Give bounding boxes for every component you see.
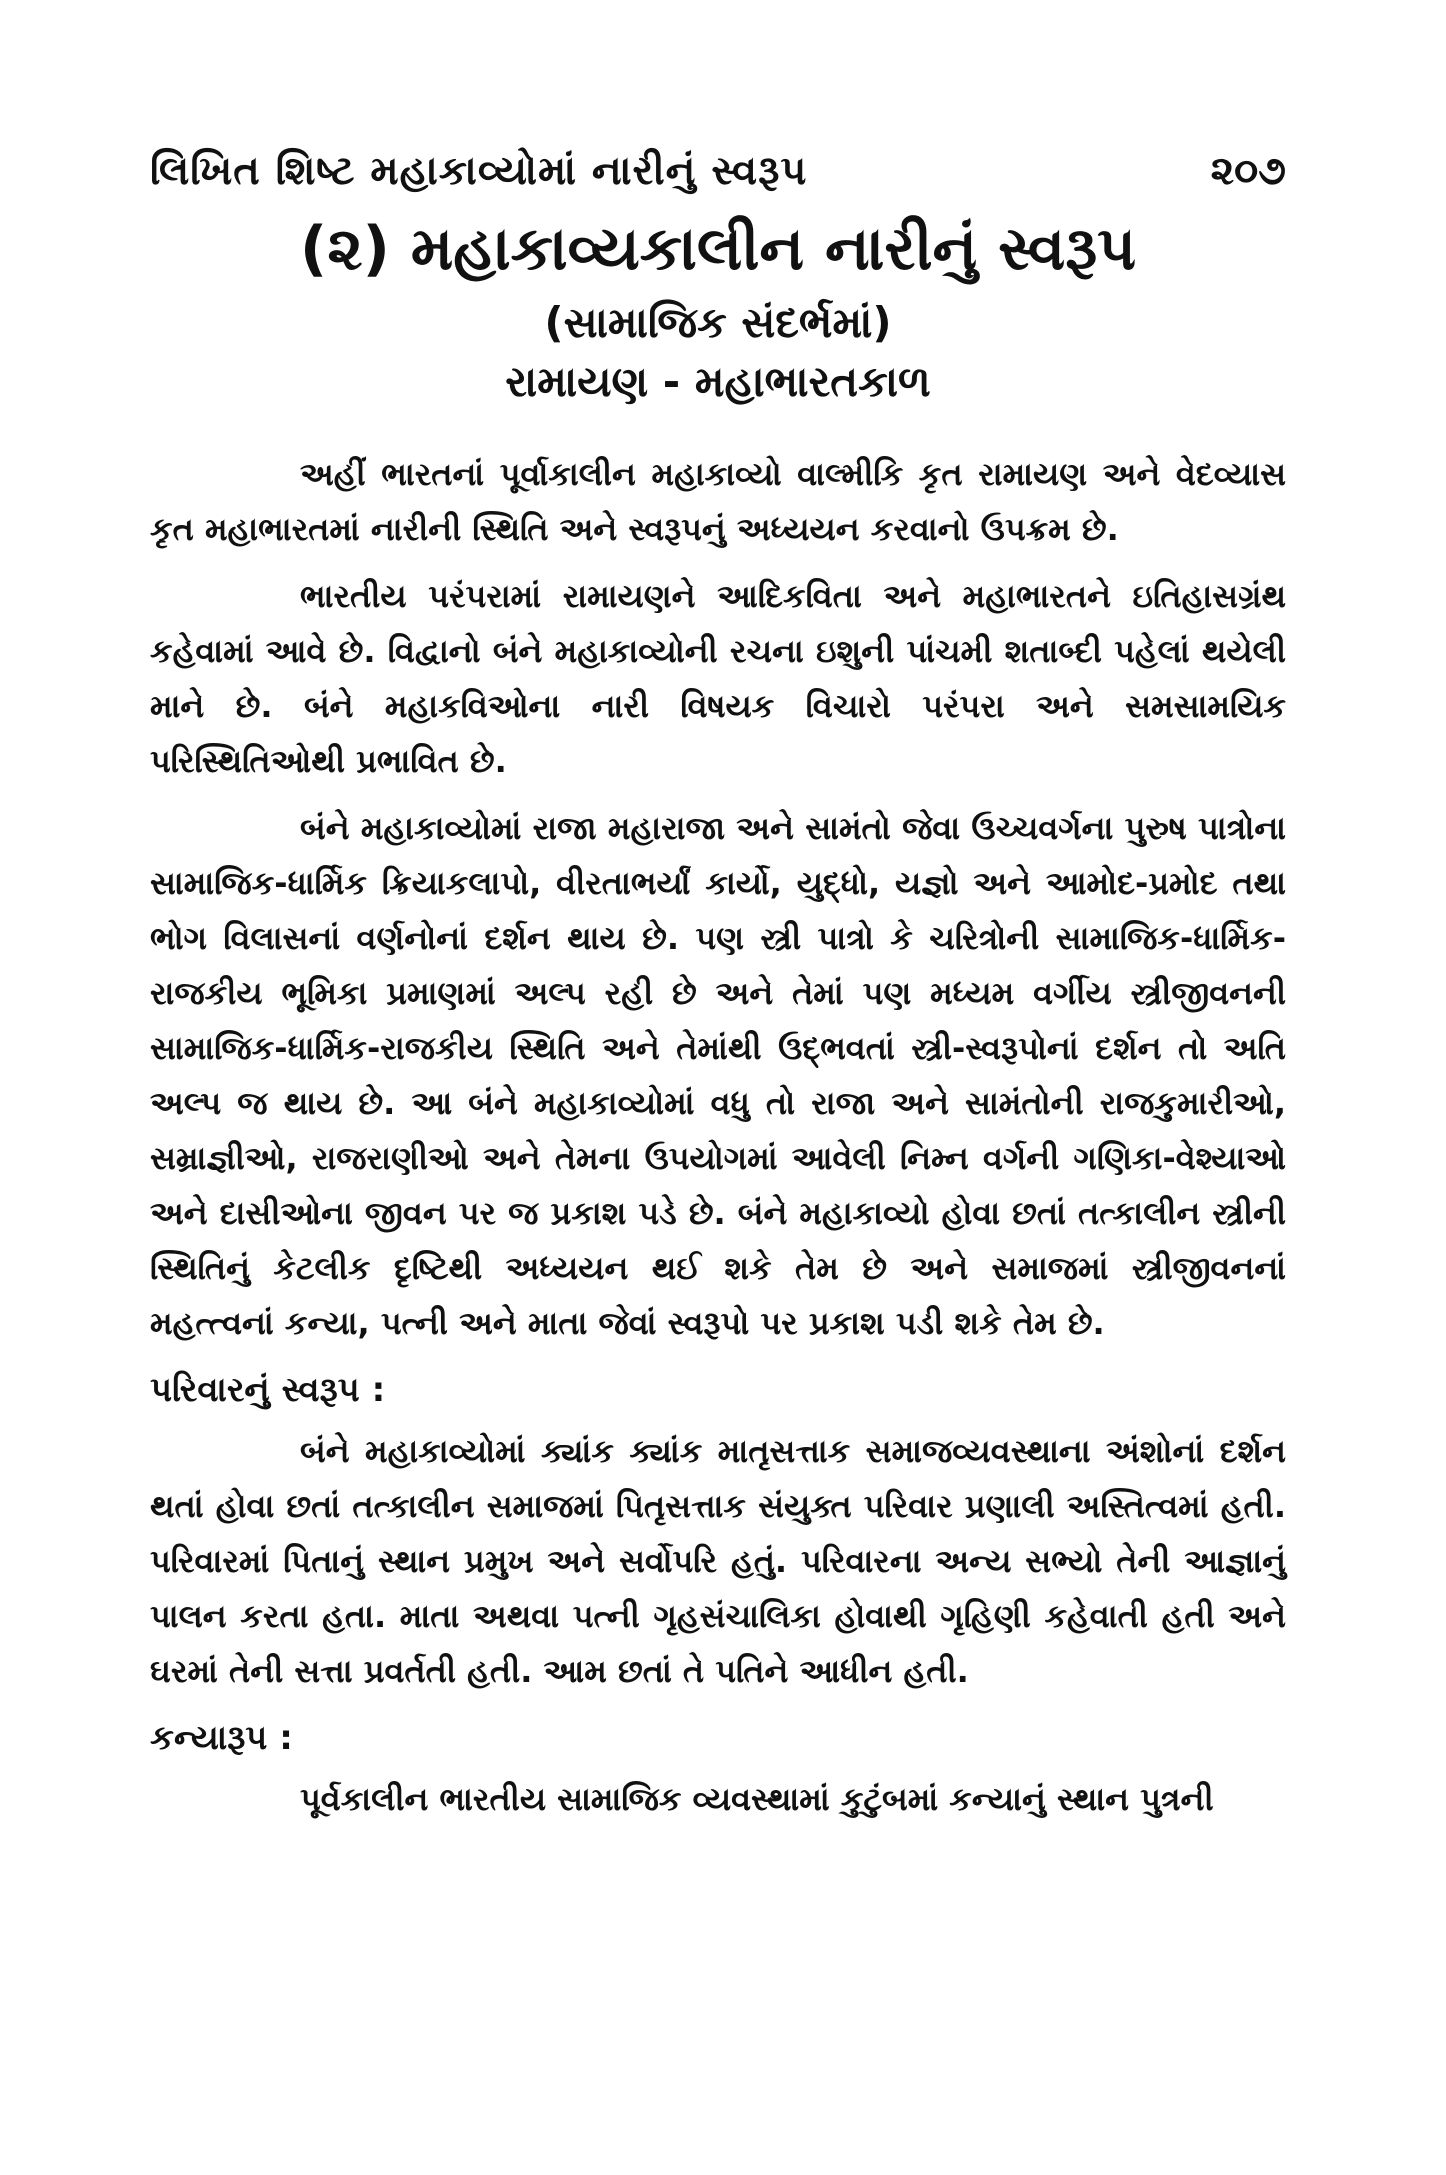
intro-paragraph-1: અહીં ભારતનાં પૂર્વાકાલીન મહાકાવ્યો વાલ્મીકિ કૃત રામાયણ અને વેદવ્યાસ કૃત મહાભારતમાં નારીની સ્થિતિ અને સ્વરૂપનું અધ્યયન કરવાનો ઉપક્રમ છે. — [150, 455, 1286, 549]
chapter-period: રામાયણ - મહાભારતકાળ — [505, 356, 931, 406]
running-header-title: લિખિત શિષ્ટ મહાકાવ્યોમાં નારીનું સ્વરૂપ — [150, 148, 808, 194]
running-header — [150, 148, 1286, 194]
intro-paragraph-2: ભારતીય પરંપરામાં રામાયણને આદિકવિતા અને મહાભારતને ઇતિહાસગ્રંથ કહેવામાં આવે છે. વિદ્વાનો બંને મહાકાવ્યોની રચના ઇશુની પાંચમી શતાબ્દી પહેલાં થયેલી માને છે. બંને મહાકવિઓના નારી વિષયક વિચારો પરંપરા અને સમસામયિક પરિસ્થિતિઓથી પ્રભાવિત છે. — [150, 577, 1286, 781]
page-number: ૨૦૭ — [1210, 148, 1286, 194]
section-heading-family: પરિવારનું સ્વરૂપ : — [150, 1370, 386, 1411]
intro-paragraph-3: બંને મહાકાવ્યોમાં રાજા મહારાજા અને સામંતો જેવા ઉચ્ચવર્ગના પુરુષ પાત્રોના સામાજિક-ધાર્મિક ક્રિયાકલાપો, વીરતાભર્યાં કાર્યો, યુદ્ધો, યજ્ઞો અને આમોદ-પ્રમોદ તથા ભોગ વિલાસનાં વર્ણનોનાં દર્શન થાય છે. પણ સ્ત્રી પાત્રો કે ચરિત્રોની સામાજિક-ધાર્મિક-રાજકીય ભૂમિકા પ્રમાણમાં અલ્પ રહી છે અને તેમાં પણ મધ્યમ વર્ગીય સ્ત્રીજીવનની સામાજિક-ધાર્મિક-રાજકીય સ્થિતિ અને તેમાંથી ઉદ્ભવતાં સ્ત્રી-સ્વરૂપોનાં દર્શન તો અતિ અલ્પ જ થાય છે. આ બંને મહાકાવ્યોમાં વધુ તો રાજા અને સામંતોની રાજકુમારીઓ, સમ્રાજ્ઞીઓ, રાજરાણીઓ અને તેમના ઉપયોગમાં આવેલી નિમ્ન વર્ગની ગણિકા-વેશ્યાઓ અને દાસીઓના જીવન પર જ પ્રકાશ પડે છે. બંને મહાકાવ્યો હોવા છતાં તત્કાલીન સ્ત્રીની સ્થિતિનું કેટલીક દૃષ્ટિથી અધ્યયન થઈ શકે તેમ છે અને સમાજમાં સ્ત્રીજીવનનાં મહત્ત્વનાં કન્યા, પત્ની અને માતા જેવાં સ્વરૂપો પર પ્રકાશ પડી શકે તેમ છે. — [150, 809, 1286, 1343]
chapter-subtitle: (સામાજિક સંદર્ભમાં) — [544, 298, 892, 347]
chapter-title: (૨) મહાકાવ્યકાલીન નારીનું સ્વરૂપ — [299, 214, 1137, 284]
section-heading-daughter: કન્યારૂપ : — [150, 1718, 293, 1759]
daughter-paragraph: પૂર્વકાલીન ભારતીય સામાજિક વ્યવસ્થામાં કુટુંબમાં કન્યાનું સ્થાન પુત્રની — [300, 1780, 1214, 1819]
family-paragraph: બંને મહાકાવ્યોમાં ક્યાંક ક્યાંક માતૃસત્તાક સમાજવ્યવસ્થાના અંશોનાં દર્શન થતાં હોવા છતાં તત્કાલીન સમાજમાં પિતૃસત્તાક સંયુક્ત પરિવાર પ્રણાલી અસ્તિત્વમાં હતી. પરિવારમાં પિતાનું સ્થાન પ્રમુખ અને સર્વોપરિ હતું. પરિવારના અન્ય સભ્યો તેની આજ્ઞાનું પાલન કરતા હતા. માતા અથવા પત્ની ગૃહસંચાલિકા હોવાથી ગૃહિણી કહેવાતી હતી અને ઘરમાં તેની સત્તા પ્રવર્તતી હતી. આમ છતાં તે પતિને આધીન હતી. — [150, 1432, 1286, 1691]
